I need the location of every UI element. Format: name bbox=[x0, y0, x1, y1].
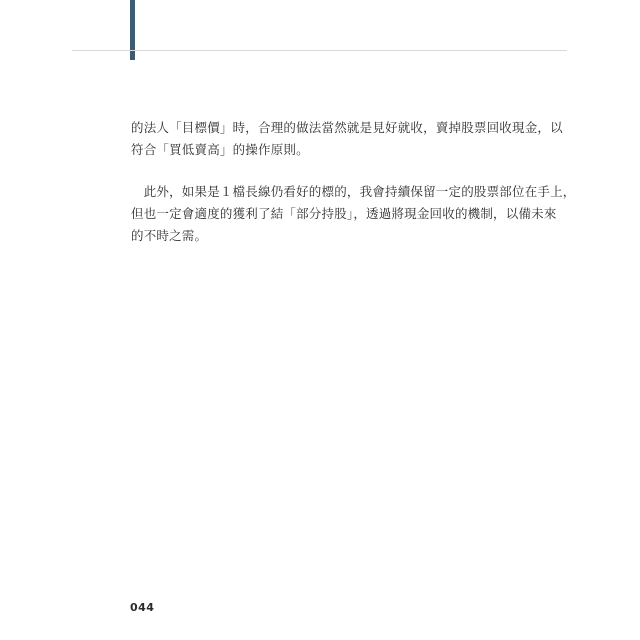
paragraph-1 bbox=[131, 117, 563, 161]
paragraph-2 bbox=[131, 181, 576, 247]
header-rule bbox=[72, 50, 567, 51]
page-number: 044 bbox=[130, 601, 155, 614]
header-accent-bar bbox=[130, 0, 135, 60]
paragraph-line: 的法人「目標價」時，合理的做法當然就是見好就收，賣掉股票回收現金，以 bbox=[131, 120, 563, 135]
paragraph-line: 但也一定會適度的獲利了結「部分持股」，透過將現金回收的機制，以備未來 bbox=[131, 206, 557, 221]
paragraph-line: 的不時之需。 bbox=[131, 228, 208, 243]
body-text bbox=[131, 117, 576, 247]
paragraph-line: 符合「買低賣高」的操作原則。 bbox=[131, 142, 309, 157]
paragraph-line: 此外，如果是１檔長線仍看好的標的，我會持續保留一定的股票部位在手上， bbox=[131, 184, 576, 199]
